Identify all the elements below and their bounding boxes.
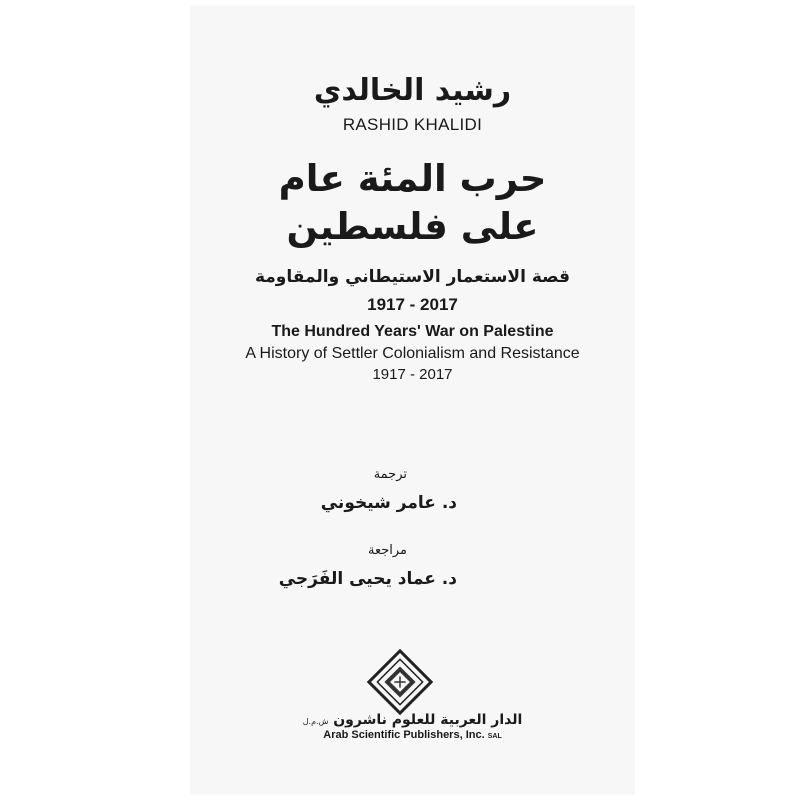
author-name-arabic: رشيد الخالدي (313, 73, 512, 108)
publisher-suffix-arabic: ش.م.ل (302, 717, 329, 726)
title-english: The Hundred Years' War on Palestine (271, 323, 554, 340)
publisher-name-english-text: Arab Scientific Publishers, Inc. (323, 729, 485, 741)
review-label: مراجعة (367, 543, 407, 558)
publisher-suffix-english: SAL (487, 733, 502, 740)
publisher-logo-icon (366, 648, 434, 716)
subtitle-english: A History of Settler Colonialism and Resistance (245, 345, 580, 362)
publisher-name-arabic-text: الدار العربية للعلوم ناشرون (333, 712, 523, 728)
years-english: 1917 - 2017 (372, 366, 453, 383)
title-arabic-line-1: حرب المئة عام (278, 157, 547, 200)
translation-label: ترجمة (373, 467, 407, 482)
author-name-english: RASHID KHALIDI (342, 115, 483, 134)
publisher-name-arabic (190, 712, 635, 728)
subtitle-arabic: قصة الاستعمار الاستيطاني والمقاومة (254, 267, 571, 287)
years-arabic: 1917 - 2017 (367, 295, 458, 314)
publisher-name-english (190, 729, 635, 741)
reviewer-name: د. عماد يحيى الفَرَجي (278, 569, 457, 589)
translator-name: د. عامر شيخوني (320, 493, 457, 513)
title-arabic-line-2: على فلسطين (286, 205, 539, 248)
